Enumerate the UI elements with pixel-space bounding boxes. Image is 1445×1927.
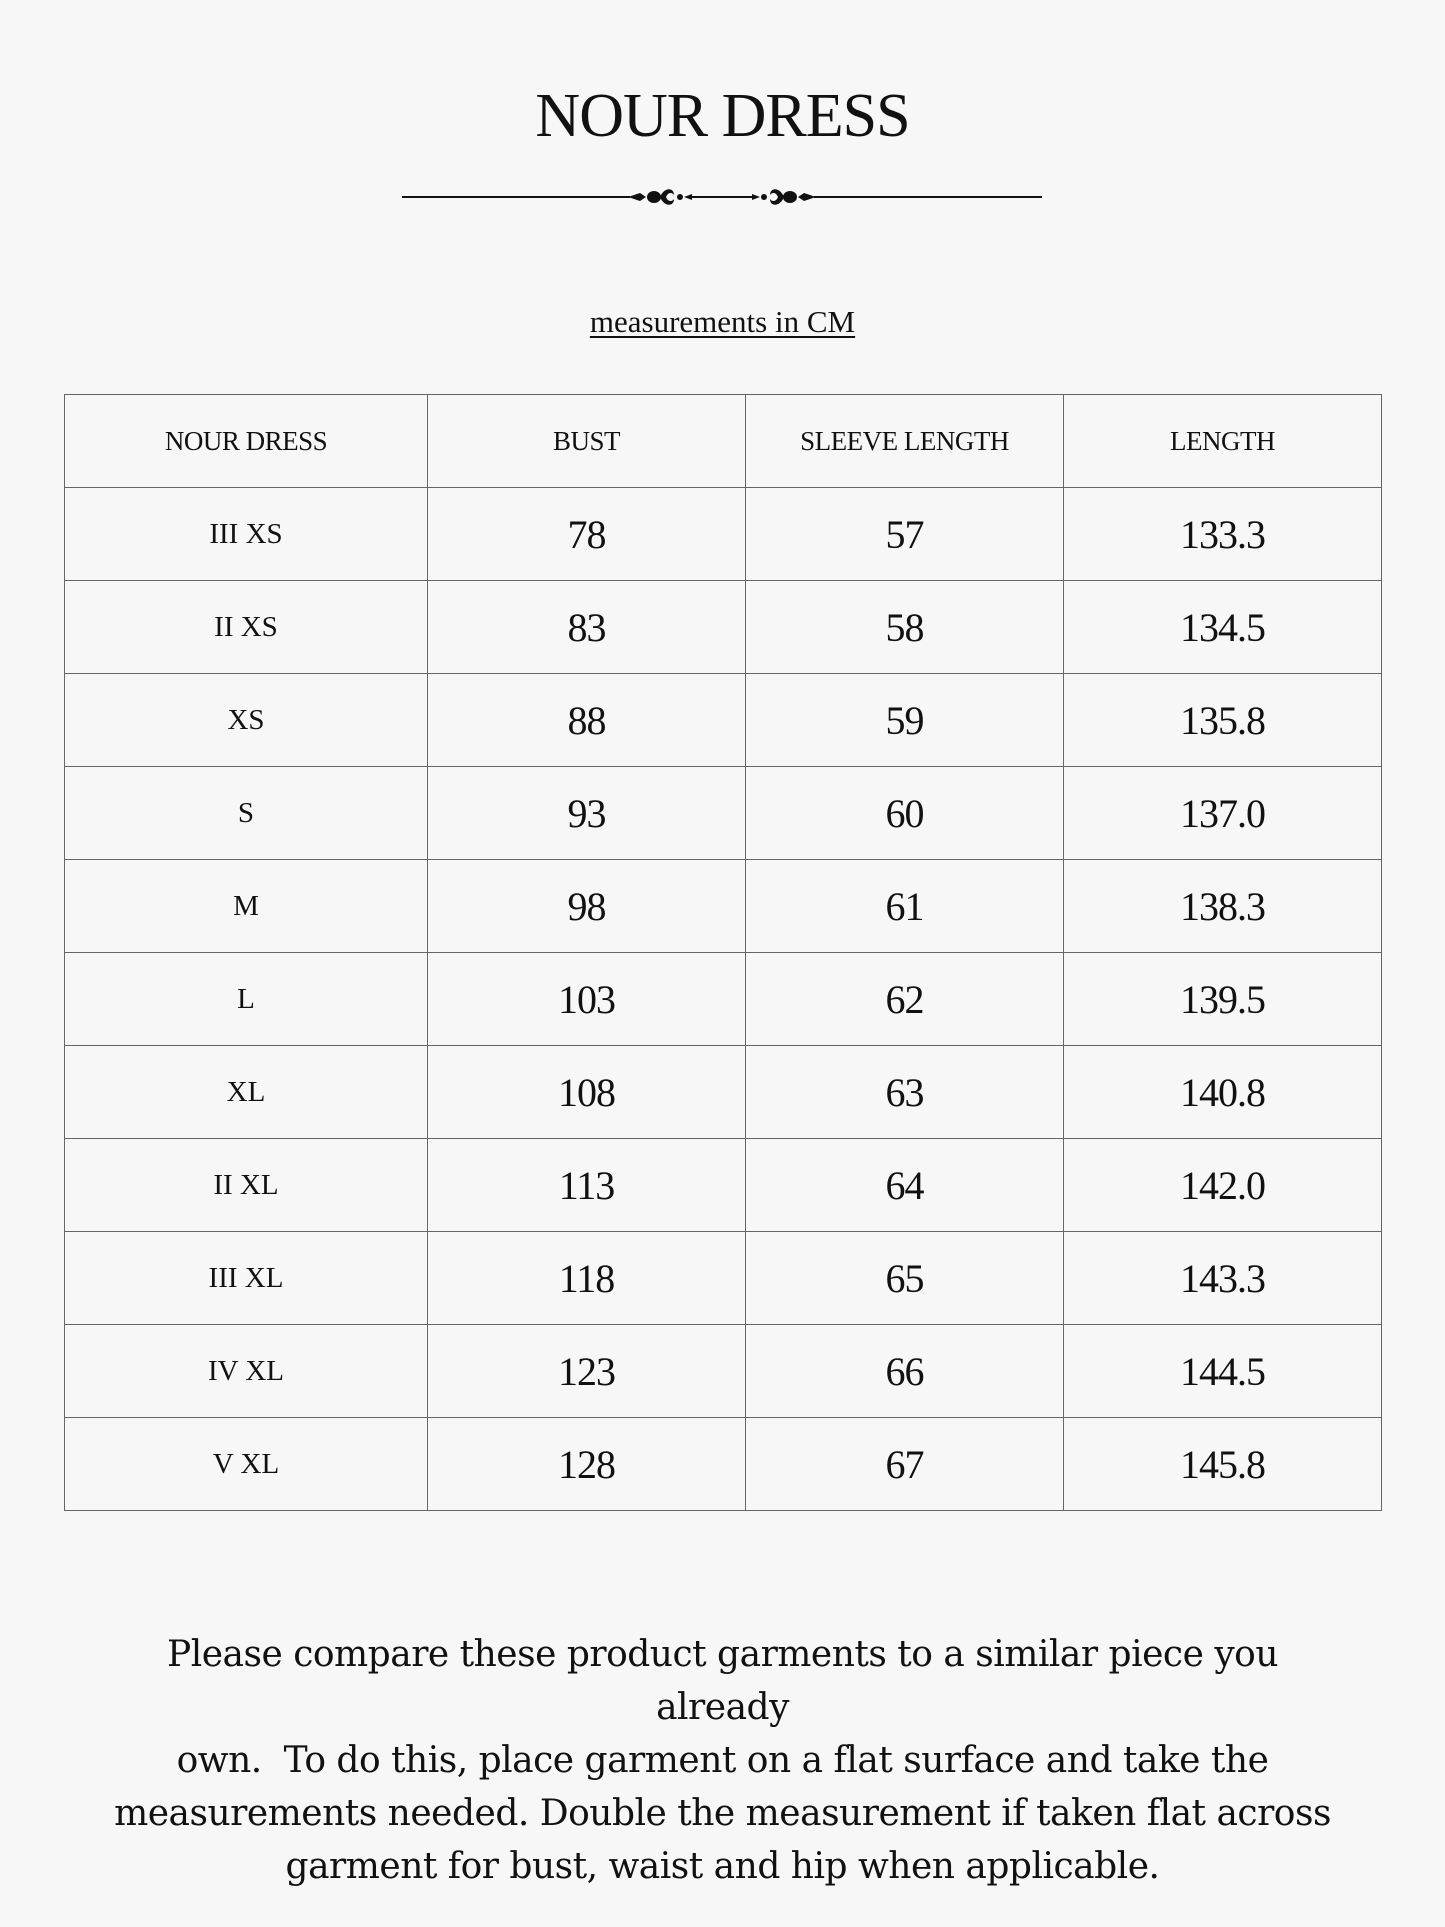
size-cell: IV XL: [65, 1325, 428, 1418]
length-cell: 143.3: [1064, 1232, 1382, 1325]
length-cell: 144.5: [1064, 1325, 1382, 1418]
header-length: LENGTH: [1064, 395, 1382, 488]
size-cell: II XS: [65, 581, 428, 674]
bust-cell: 108: [428, 1046, 746, 1139]
table-row: [65, 1139, 1382, 1232]
bust-cell: 118: [428, 1232, 746, 1325]
table-row: [65, 674, 1382, 767]
bust-cell: 78: [428, 488, 746, 581]
sleeve-length-cell: 60: [746, 767, 1064, 860]
bust-cell: 88: [428, 674, 746, 767]
bust-cell: 98: [428, 860, 746, 953]
sleeve-length-cell: 57: [746, 488, 1064, 581]
table-row: [65, 953, 1382, 1046]
sleeve-length-cell: 66: [746, 1325, 1064, 1418]
units-caption-text: measurements in CM: [589, 304, 856, 339]
length-cell: 139.5: [1064, 953, 1382, 1046]
table-row: [65, 581, 1382, 674]
length-cell: 135.8: [1064, 674, 1382, 767]
table-row: [65, 767, 1382, 860]
header-garment: NOUR DRESS: [65, 395, 428, 488]
measurement-instructions: [100, 1628, 1345, 1893]
sleeve-length-cell: 58: [746, 581, 1064, 674]
instruction-line: Please compare these product garments to a similar piece you already: [166, 1634, 1279, 1728]
bust-cell: 128: [428, 1418, 746, 1511]
sleeve-length-cell: 63: [746, 1046, 1064, 1139]
size-cell: XS: [65, 674, 428, 767]
size-cell: III XL: [65, 1232, 428, 1325]
bust-cell: 93: [428, 767, 746, 860]
instruction-line: garment for bust, waist and hip when applicable.: [285, 1846, 1160, 1887]
bust-cell: 83: [428, 581, 746, 674]
instruction-line: own. To do this, place garment on a flat surface and take the: [176, 1740, 1269, 1781]
size-cell: II XL: [65, 1139, 428, 1232]
sleeve-length-cell: 61: [746, 860, 1064, 953]
instruction-line: measurements needed. Double the measurement if taken flat across: [114, 1793, 1331, 1834]
table-row: [65, 1418, 1382, 1511]
table-row: [65, 860, 1382, 953]
size-cell: III XS: [65, 488, 428, 581]
length-cell: 137.0: [1064, 767, 1382, 860]
table-row: [65, 1232, 1382, 1325]
sleeve-length-cell: 65: [746, 1232, 1064, 1325]
ornament-divider-icon: [402, 183, 1042, 211]
size-cell: V XL: [65, 1418, 428, 1511]
table-row: [65, 1325, 1382, 1418]
table-row: [65, 1046, 1382, 1139]
sleeve-length-cell: 62: [746, 953, 1064, 1046]
length-cell: 145.8: [1064, 1418, 1382, 1511]
header-bust: BUST: [428, 395, 746, 488]
header-sleeve-length: SLEEVE LENGTH: [746, 395, 1064, 488]
length-cell: 140.8: [1064, 1046, 1382, 1139]
size-cell: M: [65, 860, 428, 953]
sleeve-length-cell: 64: [746, 1139, 1064, 1232]
length-cell: 134.5: [1064, 581, 1382, 674]
sleeve-length-cell: 67: [746, 1418, 1064, 1511]
bust-cell: 113: [428, 1139, 746, 1232]
table-header-row: [65, 395, 1382, 488]
size-cell: XL: [65, 1046, 428, 1139]
length-cell: 142.0: [1064, 1139, 1382, 1232]
size-cell: L: [65, 953, 428, 1046]
length-cell: 133.3: [1064, 488, 1382, 581]
table-row: [65, 488, 1382, 581]
page-title: NOUR DRESS: [535, 82, 910, 150]
sleeve-length-cell: 59: [746, 674, 1064, 767]
length-cell: 138.3: [1064, 860, 1382, 953]
bust-cell: 123: [428, 1325, 746, 1418]
bust-cell: 103: [428, 953, 746, 1046]
units-caption: [0, 304, 1445, 340]
size-chart-table: [64, 394, 1382, 1511]
size-cell: S: [65, 767, 428, 860]
